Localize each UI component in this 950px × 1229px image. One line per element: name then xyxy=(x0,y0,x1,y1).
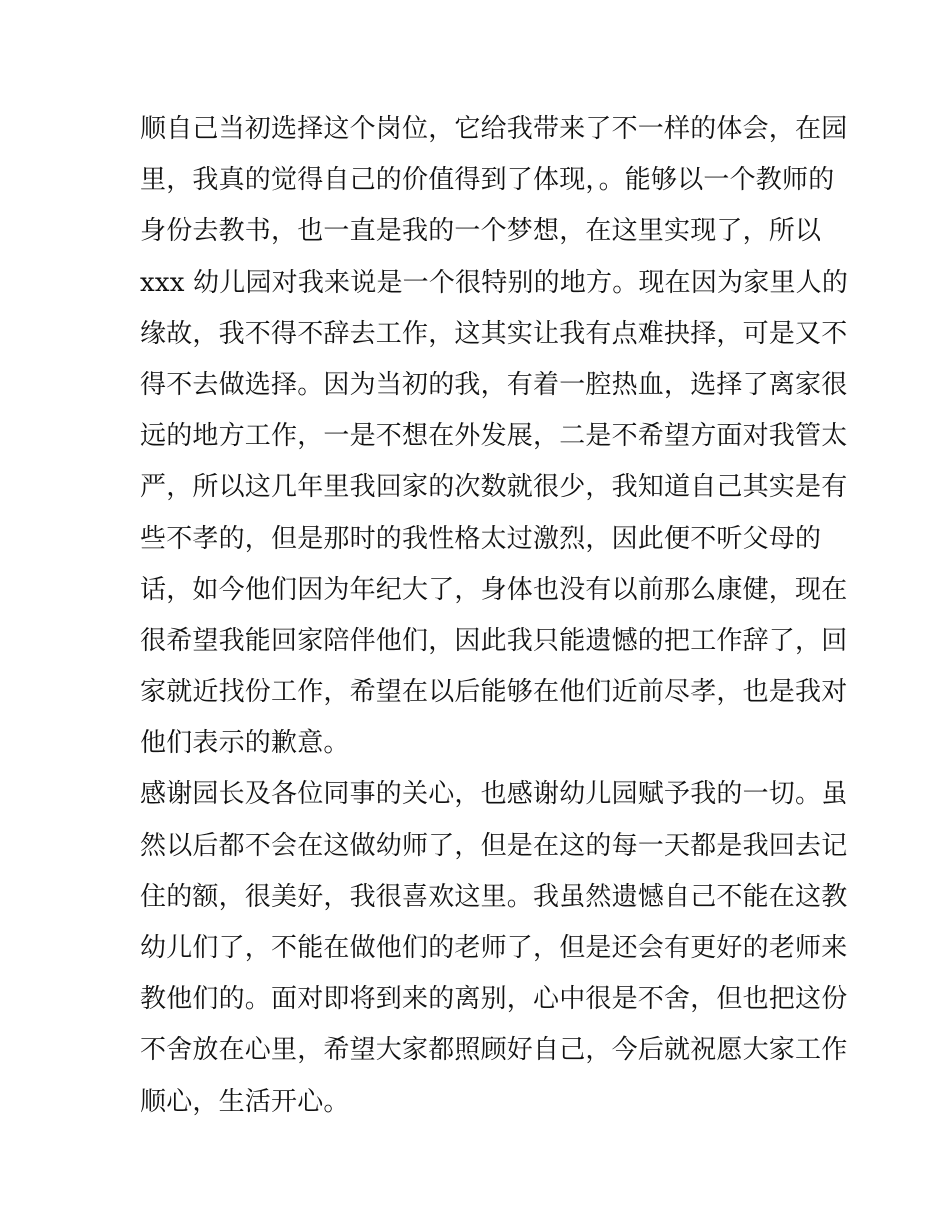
text-line-4: xxx 幼儿园对我来说是一个很特别的地方。现在因为家里人的 xyxy=(140,267,849,298)
text-line-17: 幼儿们了，不能在做他们的老师了，但是还会有更好的老师来 xyxy=(140,933,848,963)
text-line-11: 很希望我能回家陪伴他们，因此我只能遗憾的把工作辞了，回 xyxy=(140,625,848,656)
text-line-6: 得不去做选择。因为当初的我，有着一腔热血，选择了离家很 xyxy=(140,369,848,400)
text-line-16: 住的额，很美好，我很喜欢这里。我虽然遗憾自己不能在这教 xyxy=(140,881,848,912)
text-line-1: 顺自己当初选择这个岗位，它给我带来了不一样的体会，在园 xyxy=(140,114,848,144)
text-line-10: 话，如今他们因为年纪大了，身体也没有以前那么康健，现在 xyxy=(140,574,848,605)
text-line-15: 然以后都不会在这做幼师了，但是在这的每一天都是我回去记 xyxy=(140,830,848,861)
text-line-2: 里，我真的觉得自己的价值得到了体现，。能够以一个教师的 xyxy=(140,165,835,196)
text-line-14: 感谢园长及各位同事的关心，也感谢幼儿园赋予我的一切。虽 xyxy=(140,779,848,810)
text-line-5: 缘故，我不得不辞去工作，这其实让我有点难抉择，可是又不 xyxy=(140,318,848,349)
text-line-7: 远的地方工作，一是不想在外发展，二是不希望方面对我管太 xyxy=(140,421,848,452)
text-line-20: 顺心，生活开心。 xyxy=(140,1086,350,1117)
text-line-19: 不舍放在心里，希望大家都照顾好自己，今后就祝愿大家工作 xyxy=(140,1035,848,1066)
letter-body xyxy=(140,104,849,1128)
text-line-12: 家就近找份工作，希望在以后能够在他们近前尽孝，也是我对 xyxy=(140,677,848,708)
text-line-8: 严，所以这几年里我回家的次数就很少，我知道自己其实是有 xyxy=(140,472,848,503)
text-line-3: 身份去教书，也一直是我的一个梦想，在这里实现了，所以 xyxy=(140,216,822,247)
text-line-18: 教他们的。面对即将到来的离别，心中很是不舍，但也把这份 xyxy=(140,984,848,1015)
text-line-13: 他们表示的歉意。 xyxy=(140,728,350,759)
text-line-9: 些不孝的，但是那时的我性格太过激烈，因此便不听父母的 xyxy=(140,523,822,554)
